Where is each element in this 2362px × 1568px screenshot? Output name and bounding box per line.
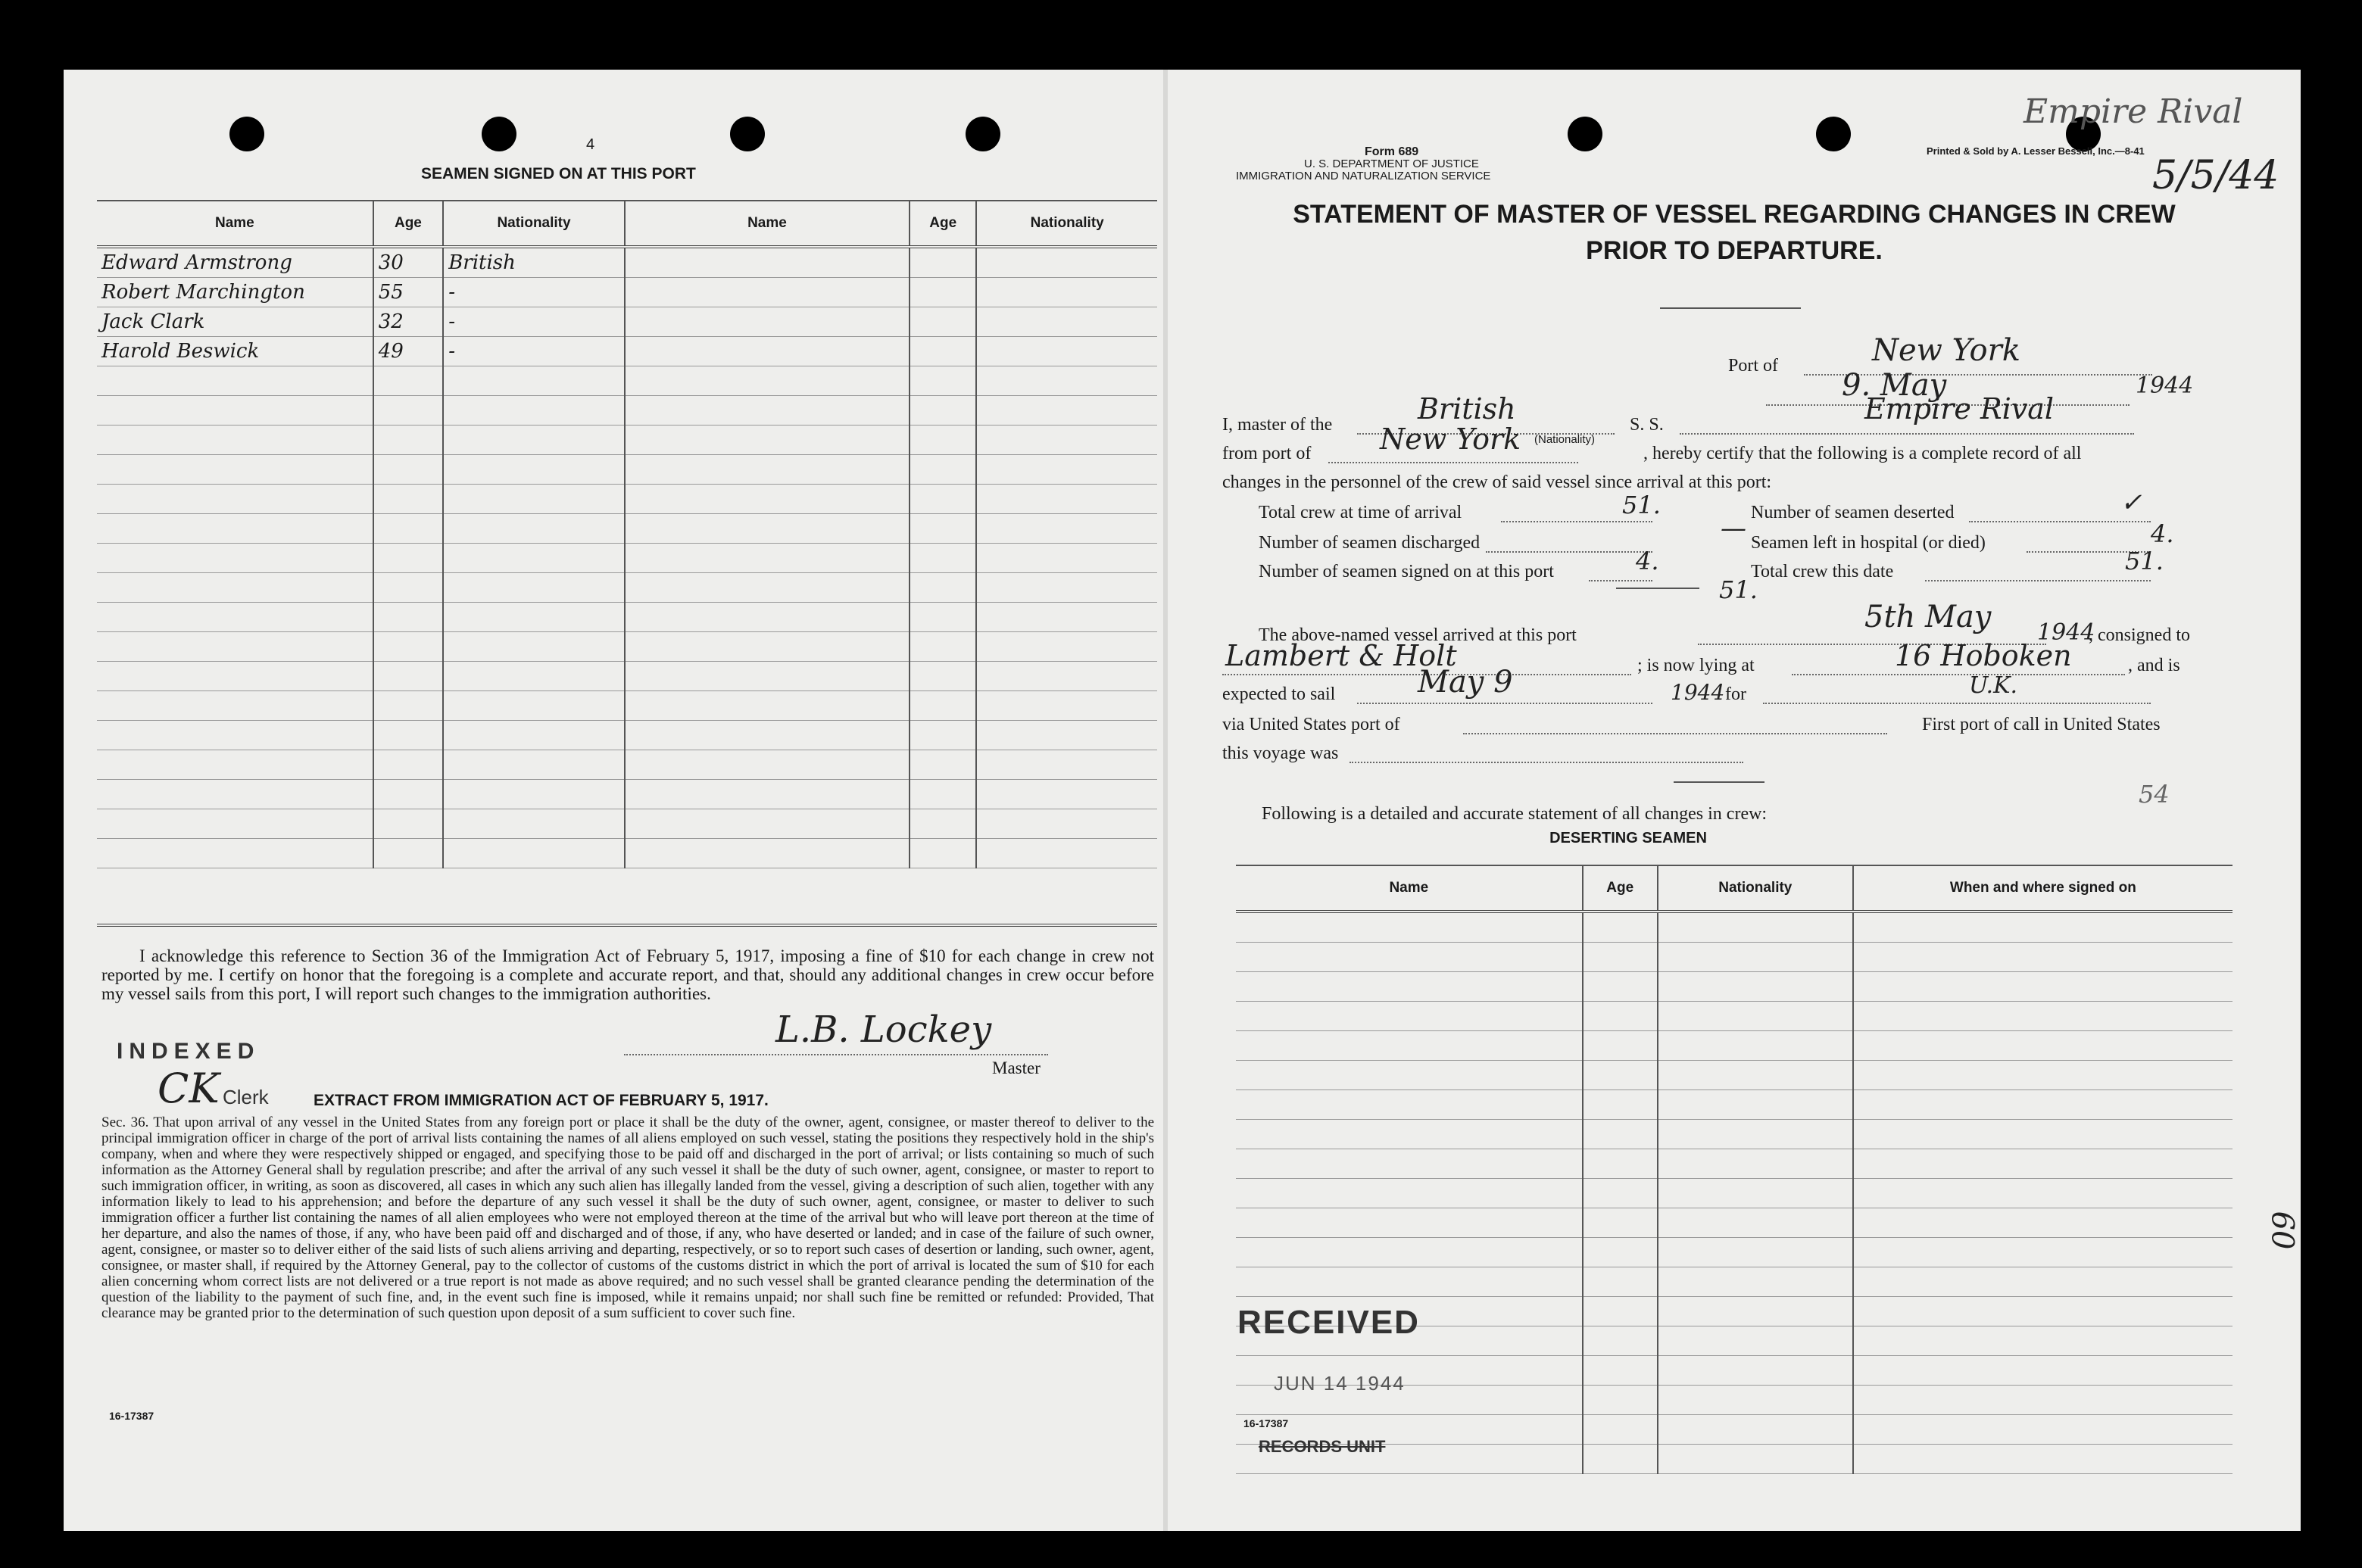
records-unit-stamp: RECORDS UNIT bbox=[1259, 1437, 1386, 1456]
form-code: 16-17387 bbox=[1243, 1417, 1289, 1429]
seaman-name: Harold Beswick bbox=[97, 337, 373, 366]
ss-label: S. S. bbox=[1630, 415, 1664, 435]
table-row bbox=[97, 544, 1157, 573]
date-value: 9. May bbox=[1842, 368, 1947, 403]
subtotal-value: 51. bbox=[1719, 575, 1758, 604]
title-line-2: PRIOR TO DEPARTURE. bbox=[1586, 236, 1883, 265]
for-line bbox=[1763, 703, 2151, 704]
table-row bbox=[1236, 1002, 2233, 1031]
for-label: for bbox=[1725, 684, 1746, 704]
expected-label: expected to sail bbox=[1222, 684, 1336, 704]
total-crew-date-label: Total crew this date bbox=[1751, 562, 1894, 581]
consignee-value: Lambert & Holt bbox=[1225, 639, 1457, 672]
title-rule bbox=[1660, 307, 1801, 309]
department: U. S. DEPARTMENT OF JUSTICE bbox=[1304, 157, 1479, 170]
extract-text: Sec. 36. That upon arrival of any vessel in the United States from any foreign port or place it shall be the duty of the owner, agent, consignee, or master thereof to deliver to the principal immigration officer in charge of the port of arrival lists containing the names of all aliens employed on such vessel, stating the positions they respectively hold in the ship's company, when and where they were respectively shipped or engaged, and specifying those to be paid off and discharged in the port of arrival; or lists containing so much of such information as the Attorney General shall by regulation prescribe; and after the arrival of any such vessel it shall be the duty of such owner, agent, consignee, or master to report to such immigration officer, in writing, as soon as discovered, all cases in which any such alien has illegally landed from the vessel, giving a description of such alien, together with any information likely to lead to his apprehension; and before the departure of any such vessel it shall be the duty of such owner, agent, consignee, or master to deliver to such immigration officer a further list containing the names of all alien employees who were not employed thereon at the time of the arrival but who will leave port thereon at the time of her departure, and also the names of those, if any, who have been paid off and discharged and of those, if any, who have deserted or landed; and in case of the failure of such owner, agent, consignee, or master so to deliver either of the said lists of such aliens arriving and departing, respectively, or so to report such cases of desertion or landing, such owner, agent, consignee, or master shall, if required by the Attorney General, pay to the collector of customs of the customs district in which the port of arrival is located the sum of $10 for each alien concerning whom correct lists are not delivered or a true report is not made as above required; and no such vessel shall be granted clearance pending the determination of the question of the liability to the payment of such fine, and, in the event such fine is imposed, while it remains unpaid; nor shall such fine be remitted or refunded: Provided, That clearance may be granted prior to the determination of such question upon deposit of a sum sufficient to cover such fine. bbox=[101, 1114, 1154, 1321]
left-heading: SEAMEN SIGNED ON AT THIS PORT bbox=[421, 165, 696, 182]
side-mark: 60 bbox=[2264, 1211, 2300, 1250]
table-row bbox=[97, 366, 1157, 396]
via-label: via United States port of bbox=[1222, 715, 1400, 734]
arrived-year: 1944 bbox=[2037, 619, 2095, 646]
discharged-label: Number of seamen discharged bbox=[1259, 533, 1481, 553]
seaman-name: Jack Clark bbox=[97, 307, 373, 337]
title-line-1: STATEMENT OF MASTER OF VESSEL REGARDING CHANGES IN CREW bbox=[1293, 200, 2176, 229]
service: IMMIGRATION AND NATURALIZATION SERVICE bbox=[1236, 170, 1491, 182]
hospital-label: Seamen left in hospital (or died) bbox=[1751, 533, 1986, 553]
table-row bbox=[97, 809, 1157, 839]
right-page bbox=[1168, 70, 2301, 1531]
col-nationality: Nationality bbox=[1658, 866, 1853, 912]
table-row bbox=[97, 247, 1157, 278]
seaman-nationality: - bbox=[443, 337, 625, 366]
seaman-name: Edward Armstrong bbox=[97, 247, 373, 278]
seaman-age: 30 bbox=[373, 247, 443, 278]
col-name-2: Name bbox=[625, 201, 910, 247]
subtotal-rule bbox=[1616, 588, 1699, 589]
received-date: JUN 14 1944 bbox=[1274, 1372, 1406, 1395]
table-row bbox=[1236, 1267, 2233, 1297]
nationality-value: British bbox=[1418, 392, 1516, 426]
table-bottom-rule bbox=[97, 924, 1157, 927]
signed-on-label: Number of seamen signed on at this port bbox=[1259, 562, 1554, 581]
table-row bbox=[1236, 1208, 2233, 1238]
punch-hole bbox=[229, 117, 264, 151]
table-row bbox=[1236, 972, 2233, 1002]
arrived-label: The above-named vessel arrived at this port bbox=[1259, 625, 1577, 645]
punch-hole bbox=[1568, 117, 1602, 151]
table-row bbox=[97, 573, 1157, 603]
col-age-2: Age bbox=[910, 201, 976, 247]
col-age: Age bbox=[1583, 866, 1658, 912]
master-label: Master bbox=[992, 1058, 1041, 1077]
certify-text: , hereby certify that the following is a complete record of all bbox=[1643, 444, 2082, 463]
port-label: Port of bbox=[1728, 356, 1778, 376]
master-signature: L.B. Lockey bbox=[775, 1008, 992, 1051]
table-row bbox=[97, 632, 1157, 662]
lying-value: 16 Hoboken bbox=[1895, 639, 2072, 672]
col-nationality: Nationality bbox=[443, 201, 625, 247]
table-row bbox=[97, 780, 1157, 809]
seaman-nationality: - bbox=[443, 278, 625, 307]
table-row bbox=[1236, 1031, 2233, 1061]
page-number: 4 bbox=[586, 136, 595, 153]
total-crew-arrival-value: 51. bbox=[1622, 491, 1661, 519]
table-row bbox=[97, 603, 1157, 632]
deserting-heading: DESERTING SEAMEN bbox=[1549, 830, 1707, 846]
indexed-stamp: INDEXED bbox=[117, 1039, 261, 1064]
table-row bbox=[1236, 1090, 2233, 1120]
expected-value: May 9 bbox=[1418, 665, 1513, 700]
seaman-age: 49 bbox=[373, 337, 443, 366]
printer-note: Printed & Sold by A. Lesser Bessell, Inc.—8-41 bbox=[1927, 145, 2145, 157]
stat-line bbox=[1486, 551, 1652, 553]
received-stamp: RECEIVED bbox=[1237, 1304, 1420, 1341]
master-of-label: I, master of the bbox=[1222, 415, 1333, 435]
year-value: 1944 bbox=[2136, 373, 2194, 399]
from-port-label: from port of bbox=[1222, 444, 1312, 463]
table-row bbox=[97, 307, 1157, 337]
clerk-initials: CK bbox=[158, 1065, 220, 1112]
seaman-nationality: British bbox=[443, 247, 625, 278]
total-crew-date-value: 51. bbox=[2125, 547, 2164, 575]
hospital-value: 4. bbox=[2151, 519, 2174, 548]
table-row bbox=[97, 750, 1157, 780]
table-row bbox=[97, 514, 1157, 544]
port-value: New York bbox=[1872, 333, 2020, 368]
table-row bbox=[97, 485, 1157, 514]
signed-on-value: 4. bbox=[1636, 547, 1659, 575]
table-row bbox=[1236, 943, 2233, 972]
and-is-label: , and is bbox=[2128, 656, 2180, 675]
table-row bbox=[97, 839, 1157, 868]
lying-line bbox=[1792, 674, 2125, 675]
consigned-label: , consigned to bbox=[2089, 625, 2190, 645]
changes-text: changes in the personnel of the crew of said vessel since arrival at this port: bbox=[1222, 472, 1772, 492]
table-row bbox=[97, 721, 1157, 750]
stat-line bbox=[1969, 521, 2151, 522]
deserted-label: Number of seamen deserted bbox=[1751, 503, 1955, 522]
col-name: Name bbox=[1236, 866, 1583, 912]
following-text: Following is a detailed and accurate statement of all changes in crew: bbox=[1262, 804, 1768, 824]
col-when-where: When and where signed on bbox=[1853, 866, 2233, 912]
total-crew-arrival-label: Total crew at time of arrival bbox=[1259, 503, 1462, 522]
stat-line bbox=[1925, 580, 2151, 581]
table-row bbox=[97, 662, 1157, 691]
voyage-line bbox=[1349, 762, 1743, 763]
nationality-caption: (Nationality) bbox=[1534, 433, 1596, 446]
table-row bbox=[97, 396, 1157, 426]
table-row bbox=[1236, 1061, 2233, 1090]
for-value: U.K. bbox=[1969, 672, 2018, 699]
table-row bbox=[97, 337, 1157, 366]
margin-note-date: 5/5/44 bbox=[2152, 153, 2279, 198]
ship-line bbox=[1680, 433, 2134, 435]
left-page bbox=[64, 70, 1171, 1531]
table-row bbox=[1236, 1238, 2233, 1267]
discharged-value: — bbox=[1721, 513, 1746, 544]
table-row bbox=[97, 455, 1157, 485]
col-nationality-2: Nationality bbox=[976, 201, 1157, 247]
table-row bbox=[1236, 1179, 2233, 1208]
seaman-name: Robert Marchington bbox=[97, 278, 373, 307]
table-row bbox=[1236, 1120, 2233, 1149]
stat-line bbox=[1501, 521, 1652, 522]
punch-hole bbox=[966, 117, 1000, 151]
punch-hole bbox=[482, 117, 516, 151]
arrived-value: 5th May bbox=[1864, 600, 1992, 634]
via-line bbox=[1463, 733, 1887, 734]
table-row bbox=[1236, 1149, 2233, 1179]
table-row bbox=[97, 691, 1157, 721]
from-port-line bbox=[1328, 462, 1578, 463]
margin-note-name: Empire Rival bbox=[2023, 92, 2243, 131]
col-name: Name bbox=[97, 201, 373, 247]
extract-title: EXTRACT FROM IMMIGRATION ACT OF FEBRUARY 5, 1917. bbox=[314, 1092, 769, 1109]
expected-year: 1944 bbox=[1671, 680, 1725, 705]
col-age: Age bbox=[373, 201, 443, 247]
table-row bbox=[97, 426, 1157, 455]
punch-hole bbox=[1816, 117, 1851, 151]
form-number: Form 689 bbox=[1365, 145, 1419, 158]
deserted-value: ✓ bbox=[2120, 488, 2142, 518]
form-code: 16-17387 bbox=[109, 1410, 154, 1422]
table-row bbox=[1236, 912, 2233, 943]
signature-line bbox=[624, 1054, 1048, 1055]
expected-line bbox=[1357, 703, 1652, 704]
margin-number: 54 bbox=[2139, 780, 2170, 809]
voyage-label: this voyage was bbox=[1222, 743, 1339, 763]
ship-name: Empire Rival bbox=[1864, 392, 2055, 426]
punch-hole bbox=[730, 117, 765, 151]
stat-line bbox=[1589, 580, 1652, 581]
seaman-age: 32 bbox=[373, 307, 443, 337]
lying-label: ; is now lying at bbox=[1637, 656, 1755, 675]
seaman-nationality: - bbox=[443, 307, 625, 337]
clerk-label: Clerk bbox=[223, 1086, 269, 1108]
table-row bbox=[97, 278, 1157, 307]
from-port-value: New York bbox=[1380, 422, 1521, 456]
signed-on-table bbox=[97, 201, 1157, 868]
seaman-age: 55 bbox=[373, 278, 443, 307]
first-port-label: First port of call in United States bbox=[1922, 715, 2161, 734]
acknowledgement-text: I acknowledge this reference to Section 36 of the Immigration Act of February 5, 1917, imposing a fine of $10 for each change in crew not reported by me. I certify on honor that the foregoing is a complete and accurate report, and that, should any additional changes in crew occur before my vessel sails from this port, I will report such changes to the immigration authorities. bbox=[101, 946, 1154, 1003]
section-rule bbox=[1674, 781, 1764, 783]
